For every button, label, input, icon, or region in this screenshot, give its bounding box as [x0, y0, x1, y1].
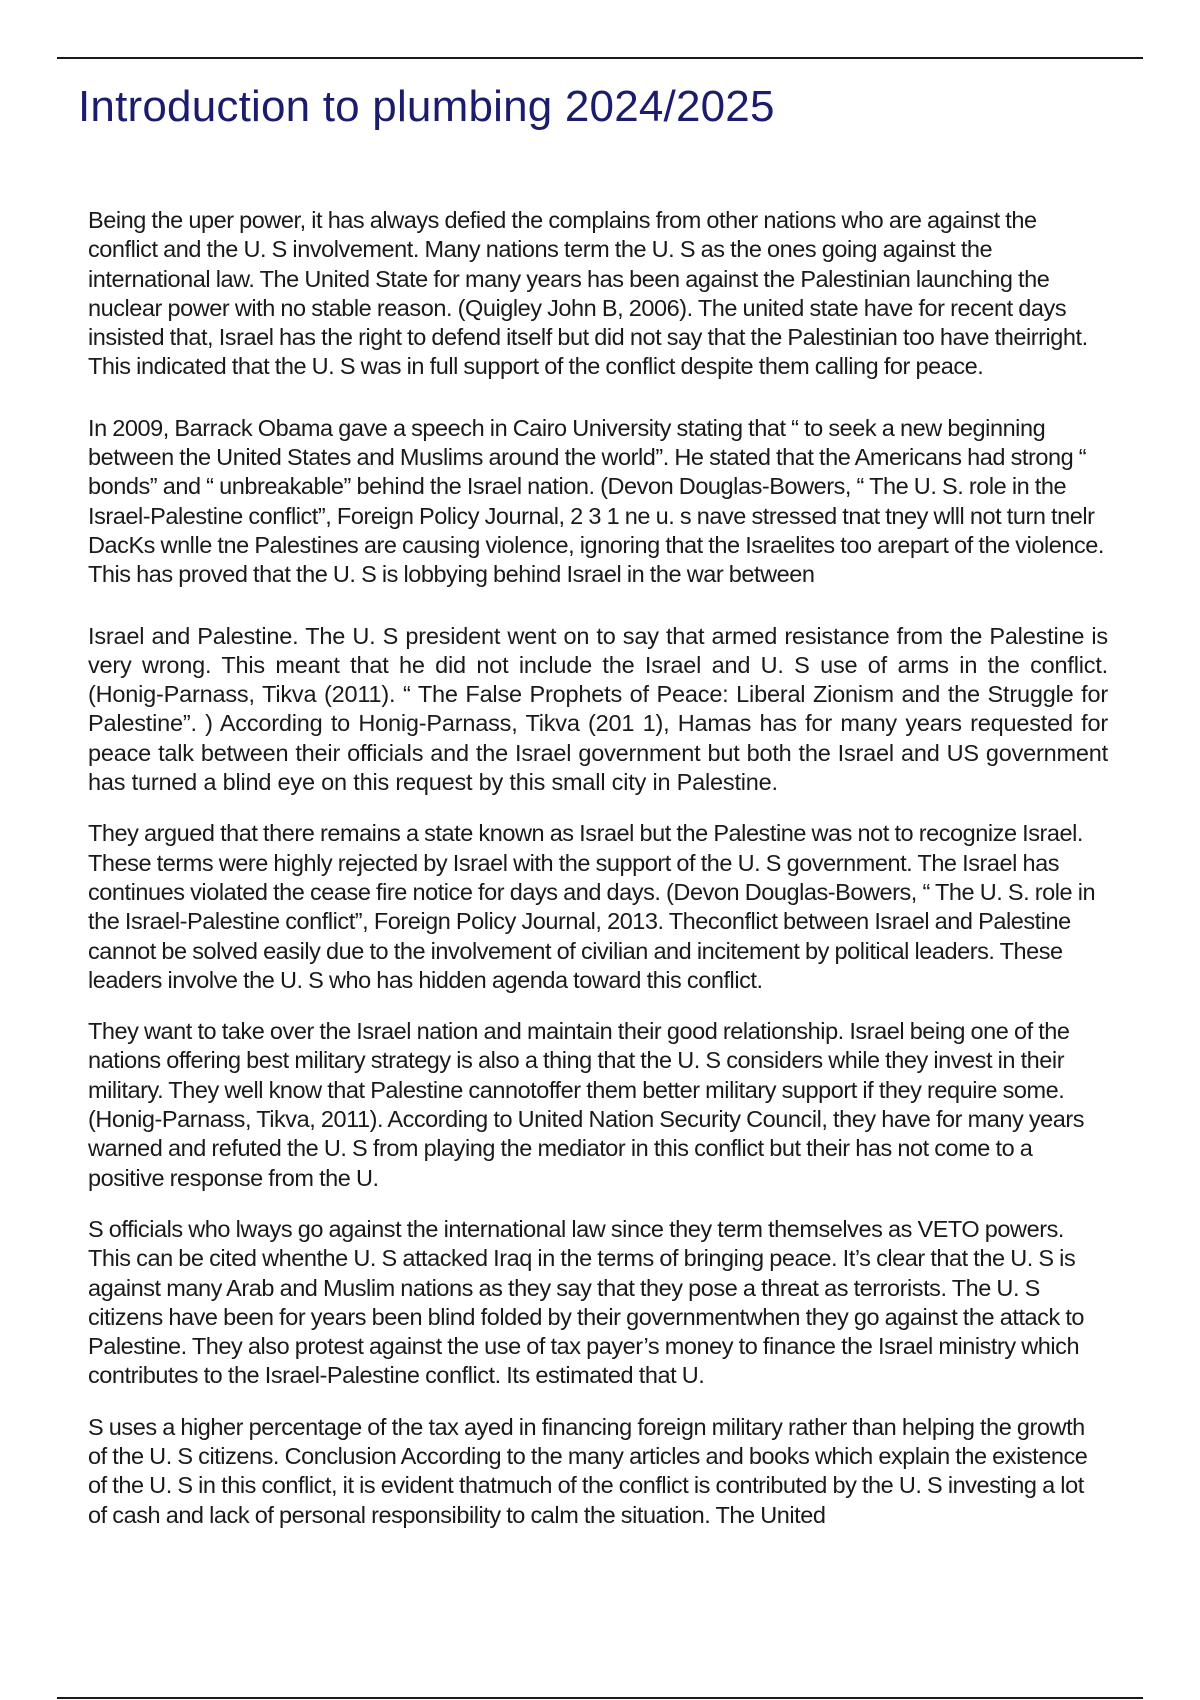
paragraph-6: S officials who lways go against the international law since they term themselves as VETO powers. This can be cited whenthe U. S attacked Iraq in the terms of bringing peace. It’s clear that the U. S is against many Arab and Muslim nations as they say that they pose a threat as terrorists. The U. S citizens have been for years been blind folded by their governmentwhen they go against the attack to Palestine. They also protest against the use of tax payer’s money to finance the Israel ministry which contributes to the Israel-Palestine conflict. Its estimated that U.: [88, 1215, 1085, 1389]
paragraph-7: S uses a higher percentage of the tax ayed in financing foreign military rather than helping the growth of the U. S citizens. Conclusion According to the many articles and books which explain the existence of the U. S in this conflict, it is evident thatmuch of the conflict is contributed by the U. S investing a lot of cash and lack of personal responsibility to calm the situation. The United: [88, 1413, 1088, 1528]
paragraph-5: They want to take over the Israel nation and maintain their good relationship. Israel being one of the nations offering best military strategy is also a thing that the U. S considers while they invest in their military. They well know that Palestine cannotoffer them better military support if they require some. (Honig-Parnass, Tikva, 2011). According to United Nation Security Council, they have for many years warned and refuted the U. S from playing the mediator in this conflict but their has not come to a positive response from the U.: [88, 1018, 1085, 1191]
page-title: Introduction to plumbing 2024/2025: [78, 82, 775, 131]
paragraph-1: Being the uper power, it has always defied the complains from other nations who are against the conflict and the U. S involvement. Many nations term the U. S as the ones going against the international law. The United State for many years has been against the Palestinian launching the nuclear power with no stable reason. (Quigley John B, 2006). The united state have for recent days insisted that, Israel has the right to defend itself but did not say that the Palestinian too have theirright. This indicated that the U. S was in full support of the conflict despite them calling for peace.: [88, 207, 1088, 380]
top-divider: [57, 57, 1143, 59]
paragraph-2: In 2009, Barrack Obama gave a speech in Cairo University stating that “ to seek a new beginning between the United States and Muslims around the world”. He stated that the Americans had strong “ bonds” and “ unbreakable” behind the Israel nation. (Devon Douglas-Bowers, “ The U. S. role in the Israel-Palestine conflict”, Foreign Policy Journal, 2 3 1 ne u. s nave stressed tnat tney wlll not turn tnelr DacKs wnlle tne Palestines are causing violence, ignoring that the Israelites too arepart of the violence. This has proved that the U. S is lobbying behind Israel in the war between: [88, 414, 1104, 588]
paragraph-4: They argued that there remains a state known as Israel but the Palestine was not to recognize Israel. These terms were highly rejected by Israel with the support of the U. S government. The Israel has continues violated the cease fire notice for days and days. (Devon Douglas-Bowers, “ The U. S. role in the Israel-Palestine conflict”, Foreign Policy Journal, 2013. Theconflict between Israel and Palestine cannot be solved easily due to the involvement of civilian and incitement by political leaders. These leaders involve the U. S who has hidden agenda toward this conflict.: [88, 820, 1096, 993]
bottom-divider: [57, 1697, 1143, 1699]
paragraph-3: Israel and Palestine. The U. S president went on to say that armed resistance from the Palestine is very wrong. This meant that he did not include the Israel and U. S use of arms in the conflict. (Honig-Parnass, Tikva (2011). “ The False Prophets of Peace: Liberal Zionism and the Struggle for Palestine”. ) According to Honig-Parnass, Tikva (201 1), Hamas has for many years requested for peace talk between their officials and the Israel government but both the Israel and US government has turned a blind eye on this request by this small city in Palestine.: [88, 622, 1108, 796]
document-body: [88, 206, 1108, 1552]
